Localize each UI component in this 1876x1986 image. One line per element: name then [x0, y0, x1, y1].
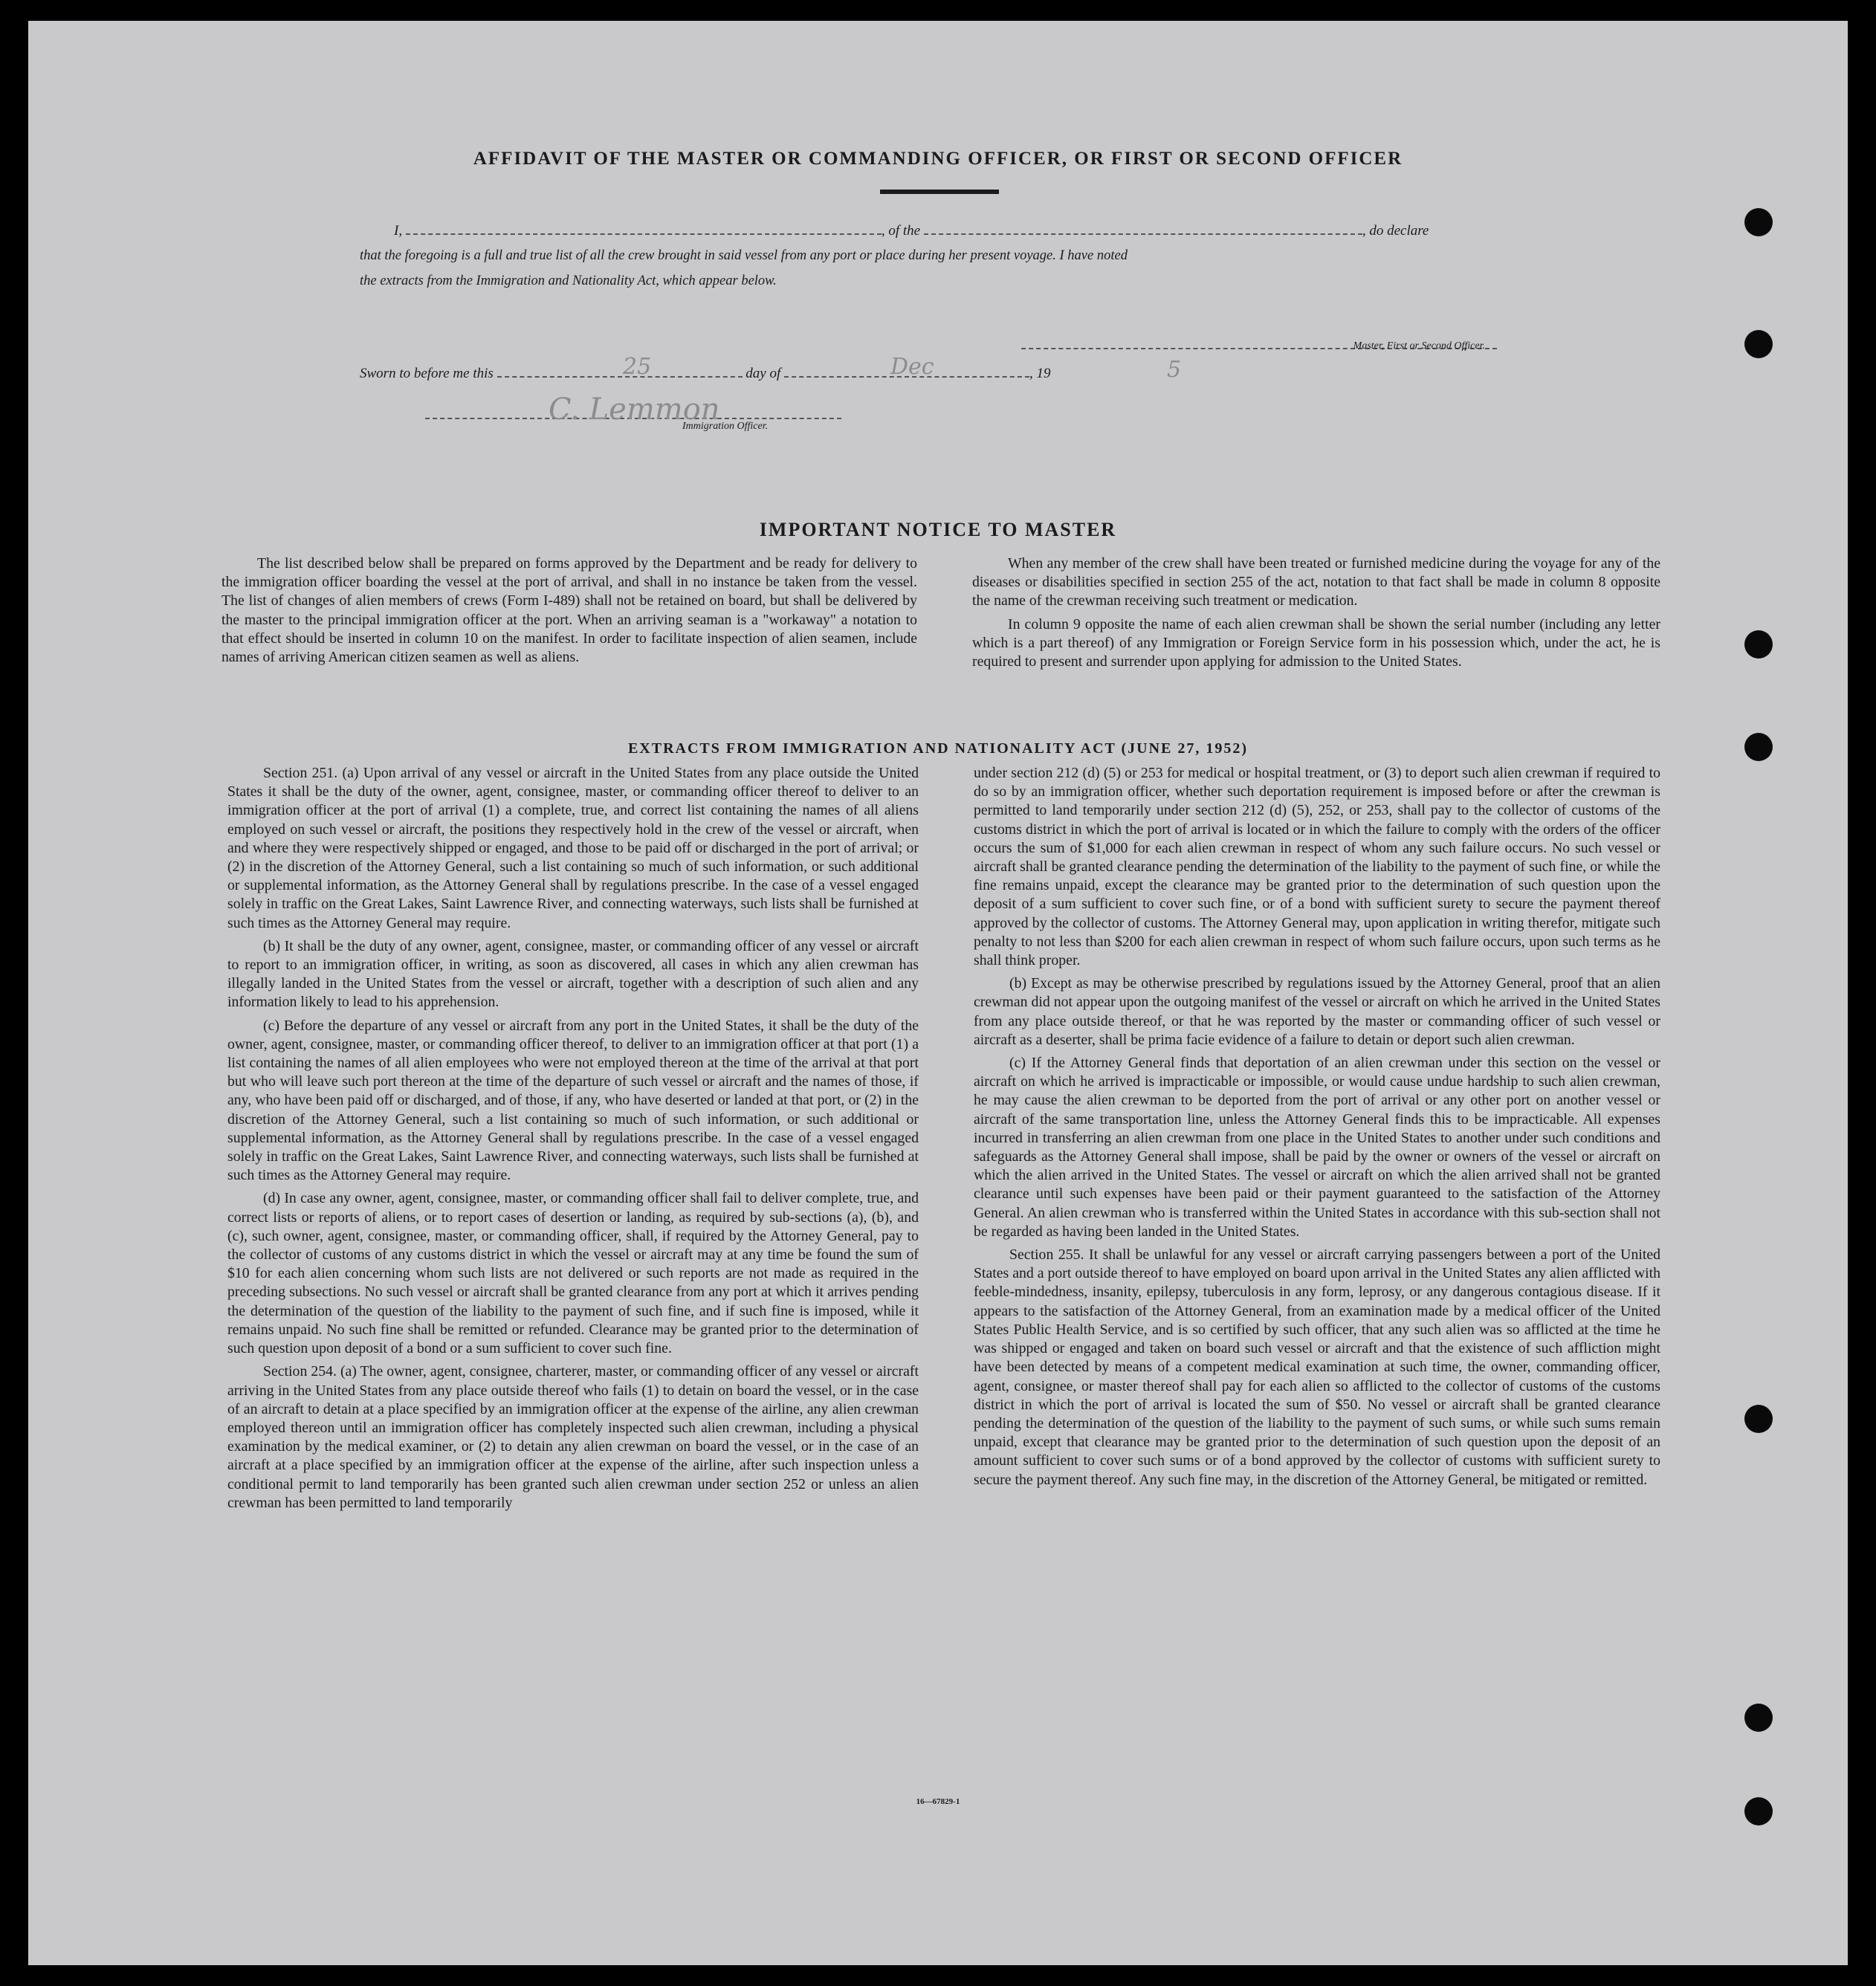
affidavit-line-1 [394, 221, 1553, 239]
officer-label: Immigration Officer. [682, 421, 769, 432]
form-number: 16—67829-1 [916, 1797, 960, 1806]
punch-hole-icon [1744, 1704, 1773, 1732]
handwritten-month: Dec [890, 354, 934, 380]
affidavit-line-3: the extracts from the Immigration and Nationality Act, which appear below. [360, 274, 777, 288]
sworn-day-field[interactable] [497, 364, 743, 378]
affidavit-i-label: I, [394, 223, 403, 239]
affidavit-title: AFFIDAVIT OF THE MASTER OR COMMANDING OFFICER, OR FIRST OR SECOND OFFICER [473, 149, 1403, 169]
notice-paragraph: When any member of the crew shall have been treated or furnished medicine during the voyage for any of the diseases or disabilities specified in section 255 of the act, notation to that fact shall be made in column 8 opposite the name of the crewman receiving such treatment or medication. [972, 555, 1660, 609]
handwritten-signature: C. Lemmon [549, 392, 720, 427]
extract-paragraph: (d) In case any owner, agent, consignee, master, or commanding officer shall fail to deliver complete, true, and correct lists or reports of aliens, or to report cases of desertion or landing, as required by sub-sections (a), (b), and (c), such owner, agent, consignee, master, or commanding officer, shall, if required by the Attorney General, pay to the collector of customs of any customs district in which the vessel or aircraft may at any time be found the sum of $10 for each alien concerning whom such lists are not delivered or such reports are not made as required in the preceding subsections. No such vessel or aircraft shall be granted clearance from any port at which it arrives pending the determination of the question of the liability to the payment of such fine, and if such fine is imposed, while it remains unpaid. No such fine shall be remitted or refunded. Clearance may be granted prior to the determination of such question upon deposit of a bond or a sum sufficient to cover such fine. [227, 1190, 919, 1357]
name-field[interactable] [406, 221, 882, 235]
extract-paragraph: under section 212 (d) (5) or 253 for medical or hospital treatment, or (3) to deport such alien crewman if required to do so by an immigration officer, whether such deportation requirement is imposed before or after the crewman is permitted to land temporarily under section 212 (d) (5), 252, or 253, shall pay to the collector of customs of the customs district in which the port of arrival is located or in which the failure to comply with the orders of the officer occurs the sum of $1,000 for each alien crewman in respect of whom any such failure occurs. No such vessel or aircraft shall be granted clearance pending the determination of the liability to the payment of such fine, or while the fine remains unpaid, except the clearance may be granted prior to the determination of such question upon the deposit of a sum sufficient to cover such fine, or of a bond with sufficient surety to secure the payment thereof approved by the collector of customs. The Attorney General may, upon application in writing therefor, mitigate such penalty to not less than $200 for each alien crewman in respect of whom such failure occurs, upon such terms as he shall think proper. [974, 765, 1660, 969]
extract-paragraph: Section 255. It shall be unlawful for any vessel or aircraft carrying passengers between a port of the United States and a port outside thereof to have employed on board upon arrival in the United States any alien afflicted with feeble-mindedness, insanity, epilepsy, tuberculosis in any form, leprosy, or any dangerous contagious disease. If it appears to the satisfaction of the Attorney General, from an examination made by a medical officer of the United States Public Health Service, and is so certified by such officer, that any such alien was so afflicted at the time he was shipped or engaged and taken on board such vessel or aircraft and that the existence of such affliction might have been detected by means of a competent medical examination at such time, the owner, commanding officer, agent, consignee, or master thereof shall pay for each alien so afflicted to the collector of customs of the customs district in which the port of arrival is located the sum of $50. No vessel or aircraft shall be granted clearance pending the determination of the question of the liability to the payment of such sums, or while such sums remain unpaid, except that clearance may be granted prior to the determination of such question upon the deposit of an amount sufficient to cover such sums or of a bond approved by the collector of customs with sufficient surety to secure the payment thereof. Any such fine may, in the discretion of the Attorney General, be mitigated or remitted. [974, 1246, 1660, 1488]
extracts-title: EXTRACTS FROM IMMIGRATION AND NATIONALITY ACT (JUNE 27, 1952) [627, 740, 1249, 757]
title-rule [880, 190, 999, 194]
extract-paragraph: Section 251. (a) Upon arrival of any vessel or aircraft in the United States from any place outside the United States it shall be the duty of the owner, agent, consignee, master, or commanding officer thereof to deliver to an immigration officer at the port of arrival (1) a complete, true, and correct list containing the names of all aliens employed on such vessel or aircraft, the positions they respectively hold in the crew of the vessel or aircraft, when and where they were respectively shipped or engaged, and those to be paid off or discharged in the port of arrival; or (2) in the discretion of the Attorney General, such a list containing so much of such information, or such additional or supplemental information, as the Attorney General shall by regulations prescribe. In the case of a vessel engaged solely in traffic on the Great Lakes, Saint Lawrence River, and connecting waterways, such lists shall be furnished at such times as the Attorney General may require. [227, 765, 919, 931]
of-the-label: , of the [881, 223, 921, 239]
punch-hole-icon [1744, 208, 1773, 236]
handwritten-day: 25 [623, 354, 652, 380]
day-of-label: day of [745, 366, 781, 381]
notice-paragraph: The list described below shall be prepared on forms approved by the Department and be ready for delivery to the immigration officer boarding the vessel at the port of arrival, and shall in no instance be taken from the vessel. The list of changes of alien members of crews (Form I-489) shall not be retained on board, but shall be delivered by the master to the principal immigration officer at the port. When an arriving seaman is a "workaway" a notation to that effect should be inserted in column 10 on the manifest. In order to facilitate inspection of alien seamen, include names of arriving American citizen seamen as well as aliens. [221, 555, 917, 666]
punch-hole-icon [1744, 1405, 1773, 1433]
extract-paragraph: (c) Before the departure of any vessel or aircraft from any port in the United States, it shall be the duty of the owner, agent, consignee, master, or commanding officer thereof, to deliver to an immigration officer at that port (1) a list containing the names of all alien employees who were not employed thereon at the time of the arrival at that port but who will leave such port thereon at the time of the departure of such vessel or aircraft and the names of those, if any, who have been paid off or discharged, and of those, if any, who have deserted or landed at that port, or (2) in the discretion of the Attorney General, such a list containing so much of such information, or such additional or supplemental information, as the Attorney General shall by regulations prescribe. In the case of a vessel engaged solely in traffic on the Great Lakes, Saint Lawrence River, and connecting waterways, such lists shall be furnished at such times as the Attorney General may require. [227, 1017, 919, 1184]
sworn-label: Sworn to before me this [360, 366, 494, 381]
declare-label: , do declare [1362, 223, 1429, 239]
master-label: Master, First or Second Officer. [1353, 340, 1485, 352]
vessel-field[interactable] [924, 221, 1362, 235]
notice-paragraph: In column 9 opposite the name of each alien crewman shall be shown the serial number (including any letter which is a part thereof) of any Immigration or Foreign Service form in his possession which, under the act, he is required to present and surrender upon applying for admission to the United States. [972, 615, 1660, 670]
extract-paragraph: (b) Except as may be otherwise prescribed by regulations issued by the Attorney General, proof that an alien crewman did not appear upon the outgoing manifest of the vessel or aircraft on which he arrived in the United States from any place outside thereof, or that he was reported by the master or commanding officer of such vessel or aircraft as a deserter, shall be prima facie evidence of a failure to detain or deport such alien crewman. [974, 975, 1660, 1048]
notice-right-column [972, 554, 1660, 676]
affidavit-line-2: that the foregoing is a full and true list of all the crew brought in said vessel from any port or place during her present voyage. I have noted [360, 248, 1128, 263]
year-label: 19 [1036, 366, 1051, 381]
document-sheet [28, 21, 1848, 1965]
extract-paragraph: (c) If the Attorney General finds that deportation of an alien crewman under this section on the vessel or aircraft on which he arrived is impracticable or impossible, or would cause undue hardship to such alien crewman, he may cause the alien crewman to be deported from the port of arrival or any other port on another vessel or aircraft of the same transportation line, unless the Attorney General finds this to be impracticable. All expenses incurred in transferring an alien crewman from one place in the United States to another under such conditions and safeguards as the Attorney General shall impose, shall be paid by the owner or owners of the vessel or aircraft on which the alien arrived in the United States. The vessel or aircraft on which the alien arrived shall not be granted clearance until such expenses have been paid or their payment guaranteed to the satisfaction of the Attorney General. An alien crewman who is transferred within the United States in accordance with this sub-section shall not be regarded as having been landed in the United States. [974, 1055, 1660, 1240]
punch-hole-icon [1744, 330, 1773, 358]
punch-hole-icon [1744, 630, 1773, 659]
notice-title: IMPORTANT NOTICE TO MASTER [759, 519, 1117, 540]
extracts-right-column [974, 764, 1660, 1494]
handwritten-year: 5 [1167, 357, 1182, 383]
extracts-left-column [227, 764, 919, 1517]
extract-paragraph: (b) It shall be the duty of any owner, agent, consignee, master, or commanding officer of any vessel or aircraft to report to an immigration officer, in writing, as soon as discovered, all cases in which any alien crewman has illegally landed in the United States from the vessel or aircraft, together with a description of such alien and any information likely to lead to his apprehension. [227, 937, 919, 1011]
notice-left-column [221, 554, 917, 671]
sworn-line: Sworn to before me this day of , 19 [360, 366, 1051, 381]
extract-paragraph: Section 254. (a) The owner, agent, consignee, charterer, master, or commanding officer of any vessel or aircraft arriving in the United States from any place outside thereof who fails (1) to detain on board the vessel, or in the case of an aircraft to detain at a place specified by an immigration officer at the expense of the airline, any alien crewman employed thereon until an immigration officer has completely inspected such alien crewman, including a physical examination by the medical examiner, or (2) to detain any alien crewman on board the vessel, or in the case of an aircraft at a place specified by an immigration officer at the expense of the airline, after such inspection unless a conditional permit to land temporarily has been granted such alien crewman under section 252 or unless an alien crewman has been permitted to land temporarily [227, 1363, 919, 1511]
